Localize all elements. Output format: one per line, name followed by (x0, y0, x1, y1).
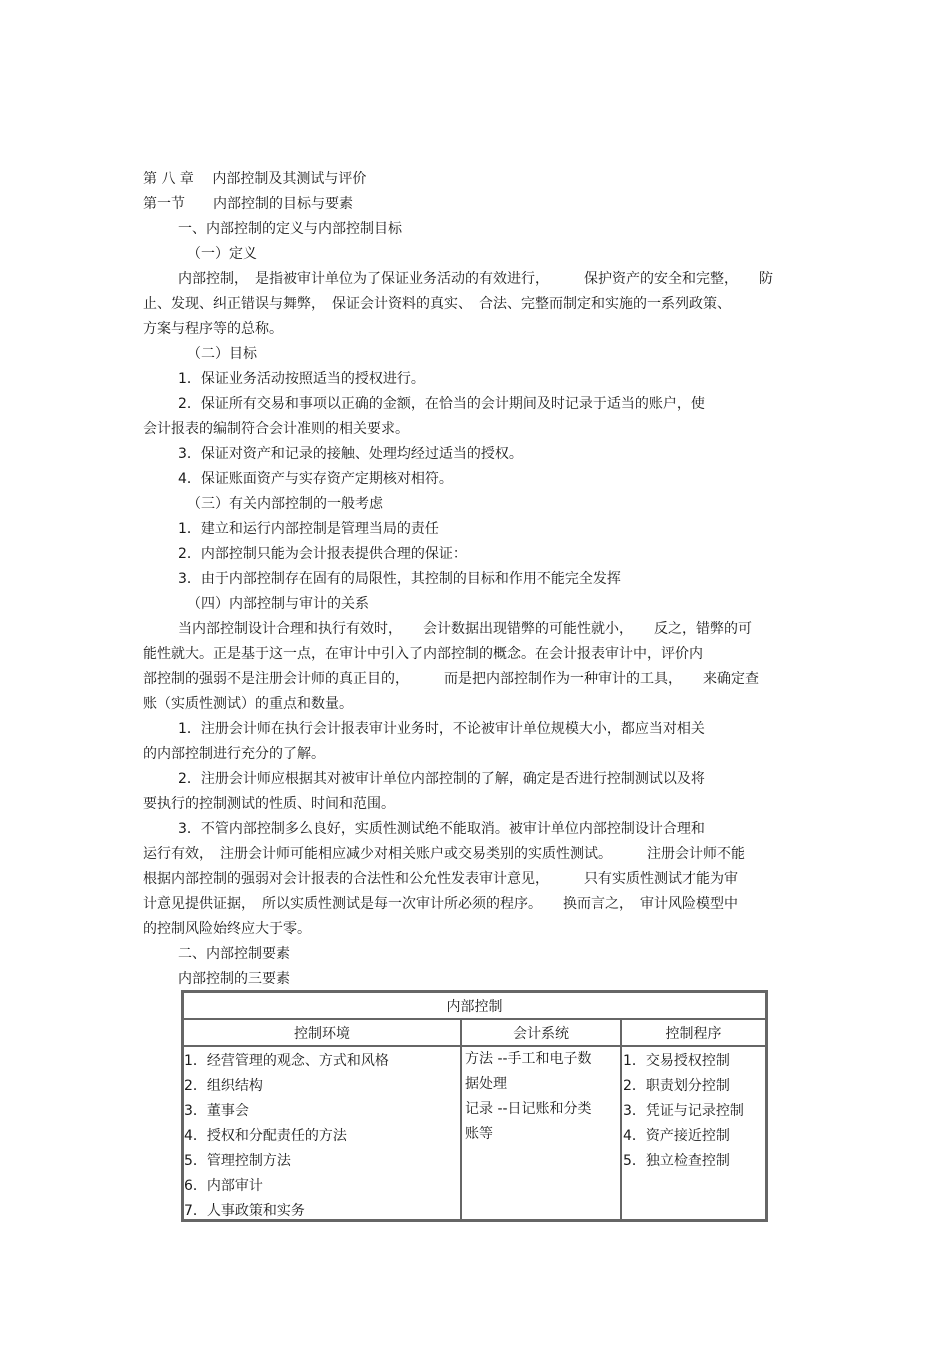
consider-line-2: 2．内部控制只能为会计报表提供合理的保证： (178, 546, 467, 562)
relation-line-4: 账（实质性测试）的重点和数量。 (143, 696, 353, 712)
def-line-1: 内部控制， 是指被审计单位为了保证业务活动的有效进行， 保护资产的安全和完整， 防 (178, 271, 773, 287)
internal-control-table (181, 990, 768, 1222)
relation-line-8: 要执行的控制测试的性质、时间和范围。 (143, 796, 395, 812)
goal-heading: （二）目标 (187, 346, 257, 362)
acct-item: 记录 --日记账和分类 (465, 1101, 592, 1117)
part2-title: 二、内部控制要素 (178, 946, 290, 962)
env-item: 4．授权和分配责任的方法 (184, 1128, 347, 1144)
relation-line-3: 部控制的强弱不是注册会计师的真正目的， 而是把内部控制作为一种审计的工具， 来确定查 (143, 671, 759, 687)
table-caption: 内部控制的三要素 (178, 971, 290, 987)
chapter-title: 第 八 章 内部控制及其测试与评价 (143, 171, 367, 187)
relation-line-7: 2．注册会计师应根据其对被审计单位内部控制的了解，确定是否进行控制测试以及将 (178, 771, 705, 787)
proc-item: 1．交易授权控制 (623, 1053, 730, 1069)
env-item: 1．经营管理的观念、方式和风格 (184, 1053, 389, 1069)
control-environment-cell (183, 1046, 461, 1220)
part1-title: 一、内部控制的定义与内部控制目标 (178, 221, 402, 237)
env-item: 2．组织结构 (184, 1078, 263, 1094)
relation-line-9: 3．不管内部控制多么良好，实质性测试绝不能取消。被审计单位内部控制设计合理和 (178, 821, 705, 837)
goal-line-3: 会计报表的编制符合会计准则的相关要求。 (143, 421, 409, 437)
relation-line-2: 能性就大。正是基于这一点，在审计中引入了内部控制的概念。在会计报表审计中，评价内 (143, 646, 703, 662)
relation-line-6: 的内部控制进行充分的了解。 (143, 746, 325, 762)
def-line-2: 止、发现、纠正错误与舞弊， 保证会计资料的真实、 合法、完整而制定和实施的一系列政策、 (143, 296, 731, 312)
relation-heading: （四）内部控制与审计的关系 (187, 596, 369, 612)
env-item: 5．管理控制方法 (184, 1153, 291, 1169)
header-accounting-system: 会计系统 (461, 1019, 621, 1046)
env-item: 6．内部审计 (184, 1178, 263, 1194)
consider-line-1: 1．建立和运行内部控制是管理当局的责任 (178, 521, 439, 537)
table-title: 内部控制 (183, 992, 766, 1019)
relation-line-12: 计意见提供证据， 所以实质性测试是每一次审计所必须的程序。 换而言之， 审计风险模型中 (143, 896, 738, 912)
goal-line-5: 4．保证账面资产与实存资产定期核对相符。 (178, 471, 453, 487)
def-line-3: 方案与程序等的总称。 (143, 321, 283, 337)
proc-item: 5．独立检查控制 (623, 1153, 730, 1169)
section-title: 第一节 内部控制的目标与要素 (143, 196, 353, 212)
accounting-system-cell (461, 1046, 621, 1220)
control-procedures-cell (621, 1046, 766, 1220)
env-item: 3．董事会 (184, 1103, 249, 1119)
consider-heading: （三）有关内部控制的一般考虑 (187, 496, 383, 512)
goal-line-2: 2．保证所有交易和事项以正确的金额，在恰当的会计期间及时记录于适当的账户，使 (178, 396, 705, 412)
relation-line-10: 运行有效， 注册会计师可能相应减少对相关账户或交易类别的实质性测试。 注册会计师不能 (143, 846, 745, 862)
header-control-procedures: 控制程序 (621, 1019, 766, 1046)
goal-line-1: 1．保证业务活动按照适当的授权进行。 (178, 371, 425, 387)
relation-line-11: 根据内部控制的强弱对会计报表的合法性和公允性发表审计意见， 只有实质性测试才能为审 (143, 871, 738, 887)
consider-line-3: 3．由于内部控制存在固有的局限性，其控制的目标和作用不能完全发挥 (178, 571, 621, 587)
relation-line-13: 的控制风险始终应大于零。 (143, 921, 311, 937)
acct-item: 账等 (465, 1126, 493, 1142)
def-heading: （一）定义 (187, 246, 257, 262)
proc-item: 3．凭证与记录控制 (623, 1103, 744, 1119)
relation-line-1: 当内部控制设计合理和执行有效时， 会计数据出现错弊的可能性就小， 反之，错弊的可 (178, 621, 752, 637)
env-item: 7．人事政策和实务 (184, 1203, 305, 1219)
acct-item: 方法 --手工和电子数 (465, 1051, 592, 1067)
relation-line-5: 1．注册会计师在执行会计报表审计业务时，不论被审计单位规模大小，都应当对相关 (178, 721, 705, 737)
goal-line-4: 3．保证对资产和记录的接触、处理均经过适当的授权。 (178, 446, 523, 462)
header-control-environment: 控制环境 (183, 1019, 461, 1046)
acct-item: 据处理 (465, 1076, 507, 1092)
proc-item: 4．资产接近控制 (623, 1128, 730, 1144)
proc-item: 2．职责划分控制 (623, 1078, 730, 1094)
